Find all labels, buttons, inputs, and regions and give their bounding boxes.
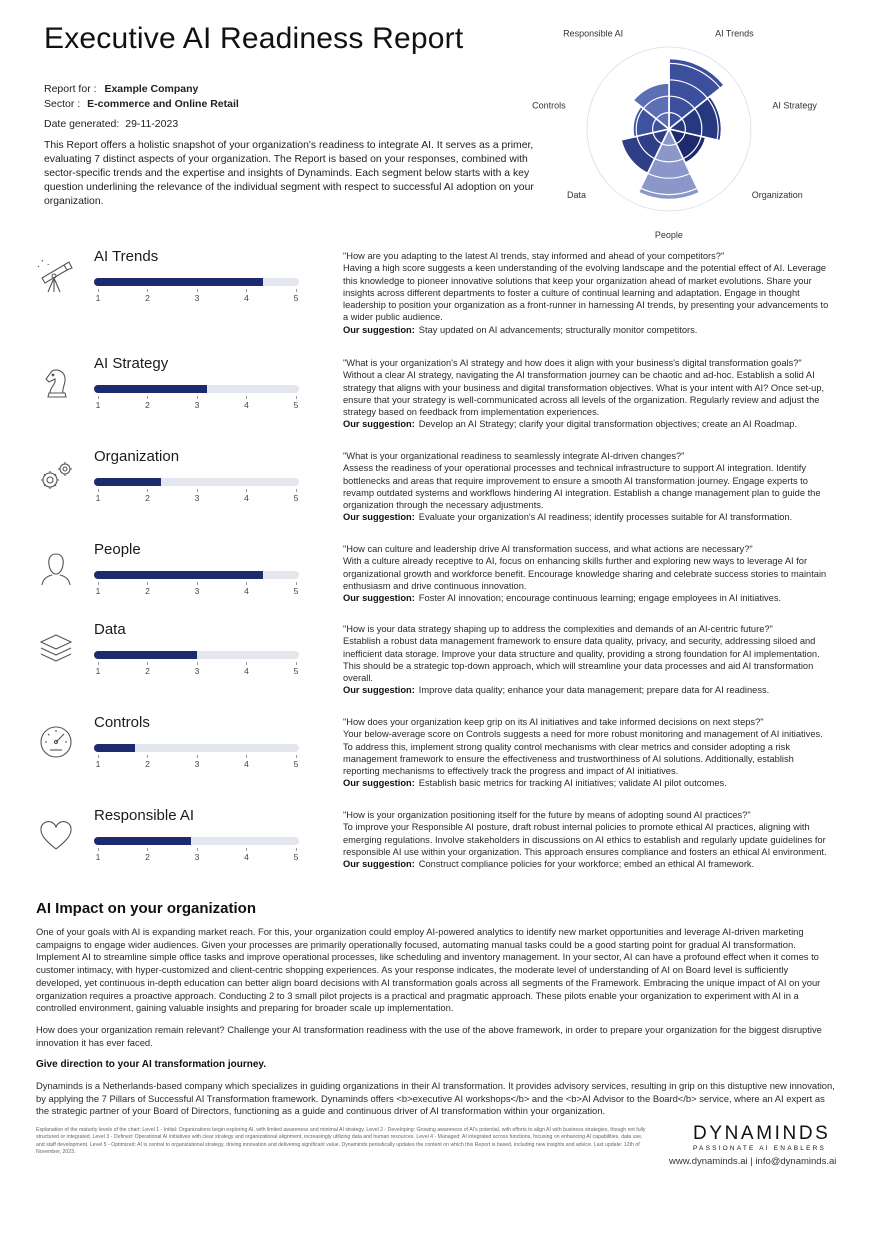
scale-tick-label: 4 xyxy=(242,293,252,303)
scale-tick-label: 5 xyxy=(291,666,301,676)
suggestion-label: Our suggestion: xyxy=(343,778,415,789)
date-generated xyxy=(44,118,178,130)
suggestion-label: Our suggestion: xyxy=(343,593,415,604)
contact-links[interactable]: www.dynaminds.ai | info@dynaminds.ai xyxy=(669,1156,837,1167)
report-for-label: Report for : xyxy=(44,83,97,95)
radar-axis-label: AI Strategy xyxy=(772,100,817,111)
segment-question: "How is your organization positioning itself for the future by means of adopting sound AI practices?" xyxy=(343,810,751,820)
segment-suggestion xyxy=(343,777,833,789)
scale-tick-label: 2 xyxy=(143,293,153,303)
scale-tick-label: 1 xyxy=(93,400,103,410)
segment-question: "How can culture and leadership drive AI transformation success, and what actions are necessary?" xyxy=(343,544,753,554)
suggestion-label: Our suggestion: xyxy=(343,512,415,523)
radar-axis-label: Data xyxy=(567,189,587,200)
chess-knight-icon xyxy=(36,363,76,403)
impact-question: How does your organization remain relevant? Challenge your AI transformation readiness with the use of the above framework, in order to prepare your organization for the biggest disruptive innovation it has ever faced. xyxy=(36,1024,822,1048)
date-value: 29-11-2023 xyxy=(125,118,179,130)
segment-body: Your below-average score on Controls suggests a need for more robust monitoring and management of AI initiatives. To address this, implement strong quality control mechanisms with clear metrics and consider adopting a risk management framework to ensure the effectiveness and trustworthiness of AI solutions. Additionally, establish reporting mechanisms to effectively track the progress and impact of AI initiatives. xyxy=(343,729,823,777)
gauge-icon xyxy=(36,722,76,762)
telescope-icon xyxy=(36,256,76,296)
sector xyxy=(44,98,239,110)
segment-text xyxy=(343,809,833,870)
radar-axis-label: Responsible AI xyxy=(563,28,624,39)
score-bar xyxy=(94,651,299,659)
score-bar-fill xyxy=(94,571,263,579)
scale-tick-label: 4 xyxy=(242,400,252,410)
segment-body: Having a high score suggests a keen understanding of the evolving landscape and the potential effect of AI. Leverage this knowledge to pioneer innovative solutions that keep your organization ahead of market evolutions. Share your insights across different departments to foster a culture of continual learning and adaptation. Engage in thought leadership to position your organization as a front-runner in harnessing AI trends, by presenting your advancements to a wider public audience. xyxy=(343,263,829,323)
segment-body: To improve your Responsible AI posture, draft robust internal policies to promote ethical AI practices, aligning with emerging regulations. Involve stakeholders in discussions on AI ethics to establish and regularly update guidelines for responsible AI use within your organization. This approach ensures compliance and fosters an ethical AI environment. xyxy=(343,822,827,857)
segment-question: "How are you adapting to the latest AI trends, stay informed and ahead of your competitors?" xyxy=(343,251,725,261)
segment-suggestion xyxy=(343,511,833,523)
scale-tick-label: 3 xyxy=(192,586,202,596)
score-bar-fill xyxy=(94,478,161,486)
suggestion-text: Establish basic metrics for tracking AI initiatives; validate AI pilot outcomes. xyxy=(418,778,727,789)
score-scale xyxy=(94,586,304,600)
scale-tick-label: 1 xyxy=(93,852,103,862)
segment-text xyxy=(343,543,833,604)
suggestion-label: Our suggestion: xyxy=(343,419,415,430)
scale-tick-label: 3 xyxy=(192,852,202,862)
score-bar-fill xyxy=(94,651,197,659)
score-bar-fill xyxy=(94,837,191,845)
scale-tick-label: 3 xyxy=(192,759,202,769)
data-layers-icon xyxy=(36,629,76,669)
segment-text xyxy=(343,623,833,697)
gears-icon xyxy=(36,456,76,496)
scale-tick-label: 2 xyxy=(143,852,153,862)
impact-title: AI Impact on your organization xyxy=(36,900,257,917)
segment-text xyxy=(343,716,833,790)
score-scale xyxy=(94,400,304,414)
radar-axis-label: People xyxy=(654,229,683,240)
scale-tick-label: 3 xyxy=(192,493,202,503)
segment-suggestion xyxy=(343,418,833,430)
scale-tick-label: 2 xyxy=(143,666,153,676)
scale-tick-label: 5 xyxy=(291,493,301,503)
score-scale xyxy=(94,493,304,507)
scale-tick-label: 1 xyxy=(93,293,103,303)
radar-axis-label: AI Trends xyxy=(715,28,754,39)
score-bar-fill xyxy=(94,278,263,286)
scale-tick-label: 1 xyxy=(93,666,103,676)
segment-suggestion xyxy=(343,324,833,336)
suggestion-text: Stay updated on AI advancements; structurally monitor competitors. xyxy=(418,324,698,335)
segment-name: Organization xyxy=(94,448,180,465)
segment-question: "What is your organizational readiness to seamlessly integrate AI-driven changes?" xyxy=(343,451,685,461)
scale-tick-label: 3 xyxy=(192,666,202,676)
report-for xyxy=(44,83,198,95)
score-bar-fill xyxy=(94,385,207,393)
intro-paragraph: This Report offers a holistic snapshot of your organization's readiness to integrate AI. It serves as a primer, evaluating 7 distinct aspects of your organization. The Report is based on your responses, combined with sector-specific trends and the expertise and insights of Dynaminds. Each segment below starts with a key question underlining the relevance of the individual segment with respect to successful AI adoption on your organization. xyxy=(44,140,534,207)
suggestion-text: Construct compliance policies for your workforce; embed an ethical AI framework. xyxy=(418,859,755,870)
segment-text xyxy=(343,357,833,431)
suggestion-label: Our suggestion: xyxy=(343,859,415,870)
score-bar-fill xyxy=(94,744,135,752)
segment-body: Without a clear AI strategy, navigating the AI transformation journey can be chaotic and ad-hoc. Establish a solid AI strategy that aligns with your business and digital transformation objectives. What is your intent with AI? Once set-up, ensure that your strategy is well-communicated across all levels of the organization. Regularly review and adjust the strategy based on feedback from implementation experiences. xyxy=(343,370,825,418)
scale-tick-label: 2 xyxy=(143,586,153,596)
heart-icon xyxy=(36,815,76,855)
scale-tick-label: 1 xyxy=(93,493,103,503)
scale-tick-label: 4 xyxy=(242,586,252,596)
segment-question: "How is your data strategy shaping up to address the complexities and demands of an AI-centric future?" xyxy=(343,624,773,634)
score-scale xyxy=(94,852,304,866)
sector-value: E-commerce and Online Retail xyxy=(87,98,239,110)
score-scale xyxy=(94,666,304,680)
scale-tick-label: 2 xyxy=(143,493,153,503)
scale-tick-label: 4 xyxy=(242,493,252,503)
segment-suggestion xyxy=(343,592,833,604)
scale-tick-label: 4 xyxy=(242,852,252,862)
segment-body: Establish a robust data management framework to ensure data quality, privacy, and security, addressing siloed and inefficient data storage. Improve your data structure and quality, providing a strong foundation for AI implementation. This should be a strategic top-down approach, which will streamline your data processes and aid AI transformation overall. xyxy=(343,636,820,684)
segment-body: With a culture already receptive to AI, focus on enhancing skills further and exploring new ways to leverage AI for organizational growth and workforce benefit. Encourage knowledge sharing and celebrate success stories to maintain enthusiasm and drive continuous innovation. xyxy=(343,556,827,591)
scale-tick-label: 5 xyxy=(291,759,301,769)
segment-question: "What is your organization's AI strategy and how does it align with your business's digital transformation goals?" xyxy=(343,358,802,368)
score-bar xyxy=(94,385,299,393)
suggestion-label: Our suggestion: xyxy=(343,324,415,335)
direction-body: Dynaminds is a Netherlands-based company which specializes in guiding organizations in their AI transformation. It provides advisory services, resulting in grip on this distuptive new innovation, by applying the 7 Pillars of Successful AI Transformation framework. Dynaminds offers <b>executive AI workshops</b> and the <b>AI Advisor to the Board</b> service, where an AI expert as the strategic partner of your Board of Directors, functioning as a guide and continuous driver of AI transformation within your organization. xyxy=(36,1080,835,1117)
radar-axis-label: Organization xyxy=(751,190,803,201)
segment-name: Controls xyxy=(94,714,150,731)
segment-name: People xyxy=(94,541,141,558)
scale-tick-label: 5 xyxy=(291,400,301,410)
score-bar xyxy=(94,278,299,286)
dynaminds-logo xyxy=(693,1123,831,1152)
segment-text xyxy=(343,450,833,524)
suggestion-text: Evaluate your organization's AI readiness; identify processes suitable for AI transformation. xyxy=(418,512,793,523)
radar-axis-label: Controls xyxy=(532,100,566,111)
score-bar xyxy=(94,744,299,752)
sector-label: Sector : xyxy=(44,98,81,110)
scale-tick-label: 4 xyxy=(242,666,252,676)
scale-tick-label: 4 xyxy=(242,759,252,769)
segment-text xyxy=(343,250,833,336)
segment-name: AI Strategy xyxy=(94,355,169,372)
segment-question: "How does your organization keep grip on its AI initiatives and take informed decisions on next steps?" xyxy=(343,717,764,727)
report-for-value: Example Company xyxy=(104,83,199,95)
page-title: Executive AI Readiness Report xyxy=(44,22,464,55)
scale-tick-label: 2 xyxy=(143,400,153,410)
segment-suggestion xyxy=(343,684,833,696)
impact-body: One of your goals with AI is expanding market reach. For this, your organization could employ AI-powered analytics to identify new market opportunities and leverage AI-driven marketing campaigns to engage wider audiences. Given your processes are primarily operationally focused, automating manual tasks could be a good starting point for gradual AI transformation. Implement AI to streamline simple office tasks and improve operational processes, like scheduling and inventory management. In your sector, AI can have a profound effect when it comes to customer intimacy, with hyper-customized and client-centric shopping experiences. As your response indicates, the moderate level of understanding of AI on Board level is sufficiently developed, yet continuous in-depth education can better align board decisions with AI transformation goals across all segments of the Framework. Embracing the unique impact of AI on your organization requires a proactive approach. Conducting 2 to 3 small pilot projects is a practical and pragmatic approach. These pilots enable your organization to experiment with AI in a controlled environment, gaining valuable insights and preparing for broader scale up implementation. xyxy=(36,926,821,1014)
suggestion-text: Improve data quality; enhance your data management; prepare data for AI readiness. xyxy=(418,685,770,696)
score-bar xyxy=(94,571,299,579)
maturity-footnote: Explanation of the maturity levels of the chart: Level 1 - Initial: Organizations begin exploring AI, with limited awareness and minimal AI strategy. Level 2 - Developing: Growing awareness of AI's potential, with efforts to align AI with business strategies, though not fully structured or integrated. Level 3 - Defined: Operational AI initiatives with clear strategy and organizational alignment, increasingly utilizing data and human resources. Level 4 - Managed: AI integrated across functions, focusing on enhancing AI capabilities, data use, and staff development. Level 5 - Optimized: AI is central to organizational strategy, driving innovation and delivering significant value. Dynaminds periodically updates the content on which this Report is based, including new insights and advice. Last update: 12th of November, 2023. xyxy=(36,1127,646,1156)
radar-chart xyxy=(532,28,830,240)
score-scale xyxy=(94,759,304,773)
segment-body: Assess the readiness of your operational processes and technical infrastructure to support AI integration. Identify bottlenecks and areas that require improvement to ensure a smooth AI transformation journey. Engage experts to revamp outdated systems and workflows hindering AI integration. Establish a change management plan to guide the organization through the necessary adjustments. xyxy=(343,463,821,511)
scale-tick-label: 2 xyxy=(143,759,153,769)
score-scale xyxy=(94,293,304,307)
scale-tick-label: 3 xyxy=(192,293,202,303)
scale-tick-label: 5 xyxy=(291,586,301,596)
segment-suggestion xyxy=(343,858,833,870)
scale-tick-label: 5 xyxy=(291,293,301,303)
scale-tick-label: 1 xyxy=(93,586,103,596)
scale-tick-label: 5 xyxy=(291,852,301,862)
score-bar xyxy=(94,478,299,486)
suggestion-text: Foster AI innovation; encourage continuous learning; engage employees in AI initiatives. xyxy=(418,593,782,604)
segment-name: Responsible AI xyxy=(94,807,195,824)
scale-tick-label: 1 xyxy=(93,759,103,769)
date-label: Date generated: xyxy=(44,118,120,130)
brand-tagline: PASSIONATE AI ENABLERS xyxy=(693,1145,827,1152)
brand-name: DYNAMINDS xyxy=(693,1123,831,1144)
suggestion-text: Develop an AI Strategy; clarify your digital transformation objectives; create an AI Roadmap. xyxy=(418,419,798,430)
person-icon xyxy=(36,549,76,589)
suggestion-label: Our suggestion: xyxy=(343,685,415,696)
score-bar xyxy=(94,837,299,845)
scale-tick-label: 3 xyxy=(192,400,202,410)
direction-title: Give direction to your AI transformation journey. xyxy=(36,1059,267,1070)
segment-name: AI Trends xyxy=(94,248,159,265)
segment-name: Data xyxy=(94,621,126,638)
